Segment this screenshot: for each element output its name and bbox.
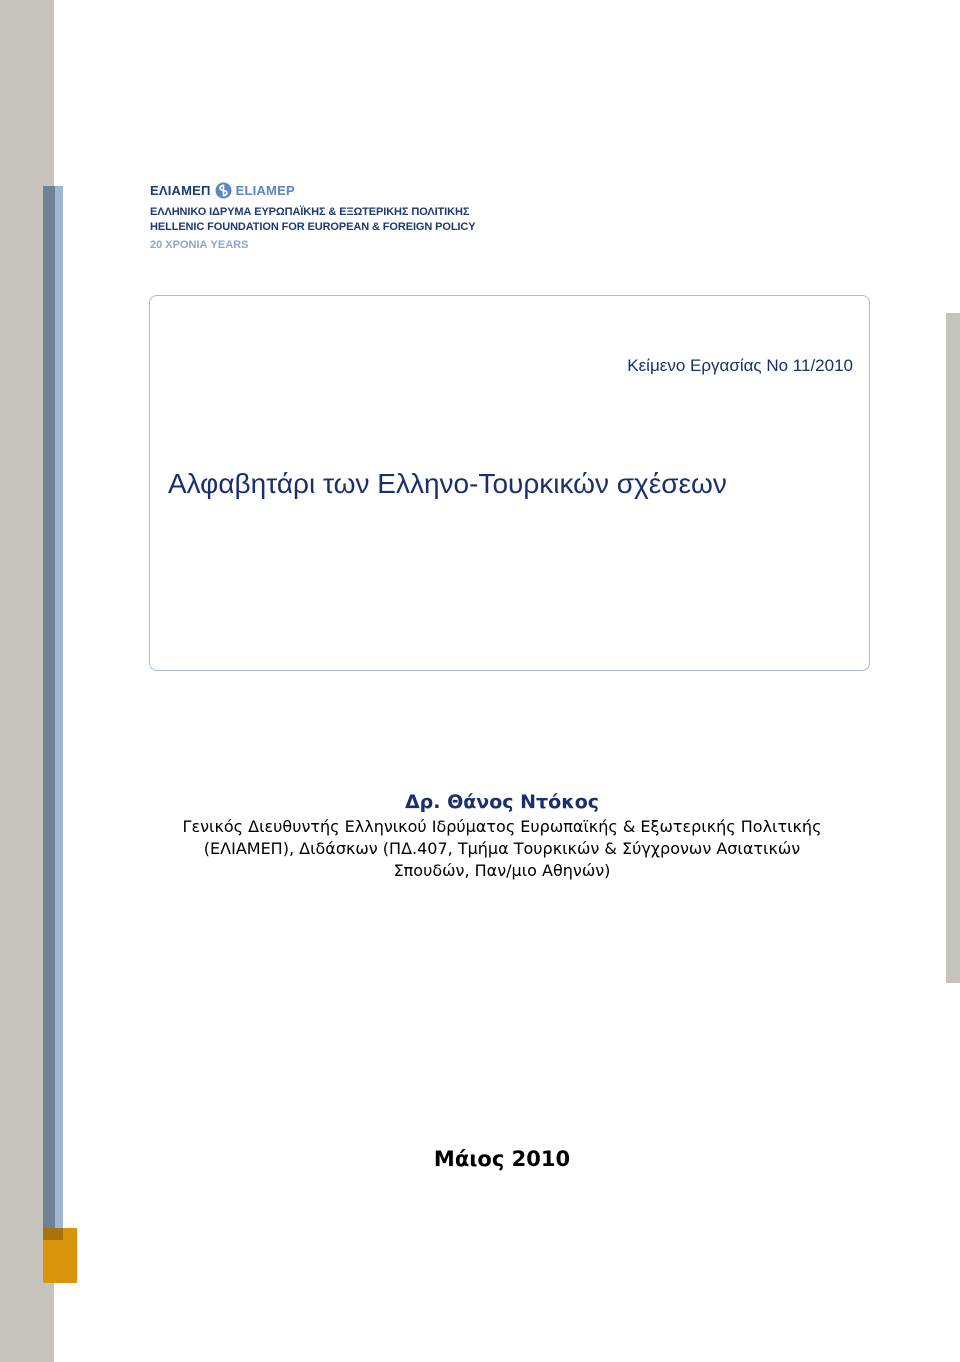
logo-anniversary: 20 ΧΡΟΝΙΑ YEARS bbox=[150, 239, 249, 251]
eliamep-emblem-icon bbox=[215, 182, 232, 199]
logo-line-greek: ΕΛΛΗΝΙΚΟ ΙΔΡΥΜΑ ΕΥΡΩΠΑΪΚΗΣ & ΕΞΩΤΕΡΙΚΗΣ ΠΟΛΙΤΙΚΗΣ bbox=[150, 206, 470, 218]
author-affiliation-line: Γενικός Διευθυντής Ελληνικού Ιδρύματος Ευρωπαϊκής & Εξωτερικής Πολιτικής bbox=[182, 817, 822, 836]
logo-name-latin: ELIAMEP bbox=[235, 182, 295, 198]
decorative-bar-light bbox=[55, 186, 63, 1240]
right-margin-strip bbox=[946, 313, 960, 983]
author-name: Δρ. Θάνος Ντόκος bbox=[404, 791, 600, 813]
decorative-bar-orange-shade bbox=[43, 1228, 63, 1240]
document-title: Αλφαβητάρι των Ελληνο-Τουρκικών σχέσεων bbox=[168, 468, 727, 499]
author-affiliation-line: (ΕΛΙΑΜΕΠ), Διδάσκων (ΠΔ.407, Τμήμα Τουρκικών & Σύγχρονων Ασιατικών bbox=[203, 839, 801, 858]
eliamep-logo bbox=[150, 178, 500, 258]
logo-line-english: HELLENIC FOUNDATION FOR EUROPEAN & FOREIGN POLICY bbox=[150, 221, 476, 233]
author-affiliation-line: Σπουδών, Παν/μιο Αθηνών) bbox=[393, 861, 611, 880]
working-paper-number: Κείμενο Εργασίας Νο 11/2010 bbox=[627, 356, 853, 375]
title-frame bbox=[149, 295, 870, 671]
author-block bbox=[100, 788, 904, 882]
decorative-bar-dark bbox=[43, 186, 55, 1240]
publication-date: Μάιος 2010 bbox=[433, 1147, 571, 1171]
logo-name-greek: ΕΛΙΑΜΕΠ bbox=[150, 182, 211, 198]
